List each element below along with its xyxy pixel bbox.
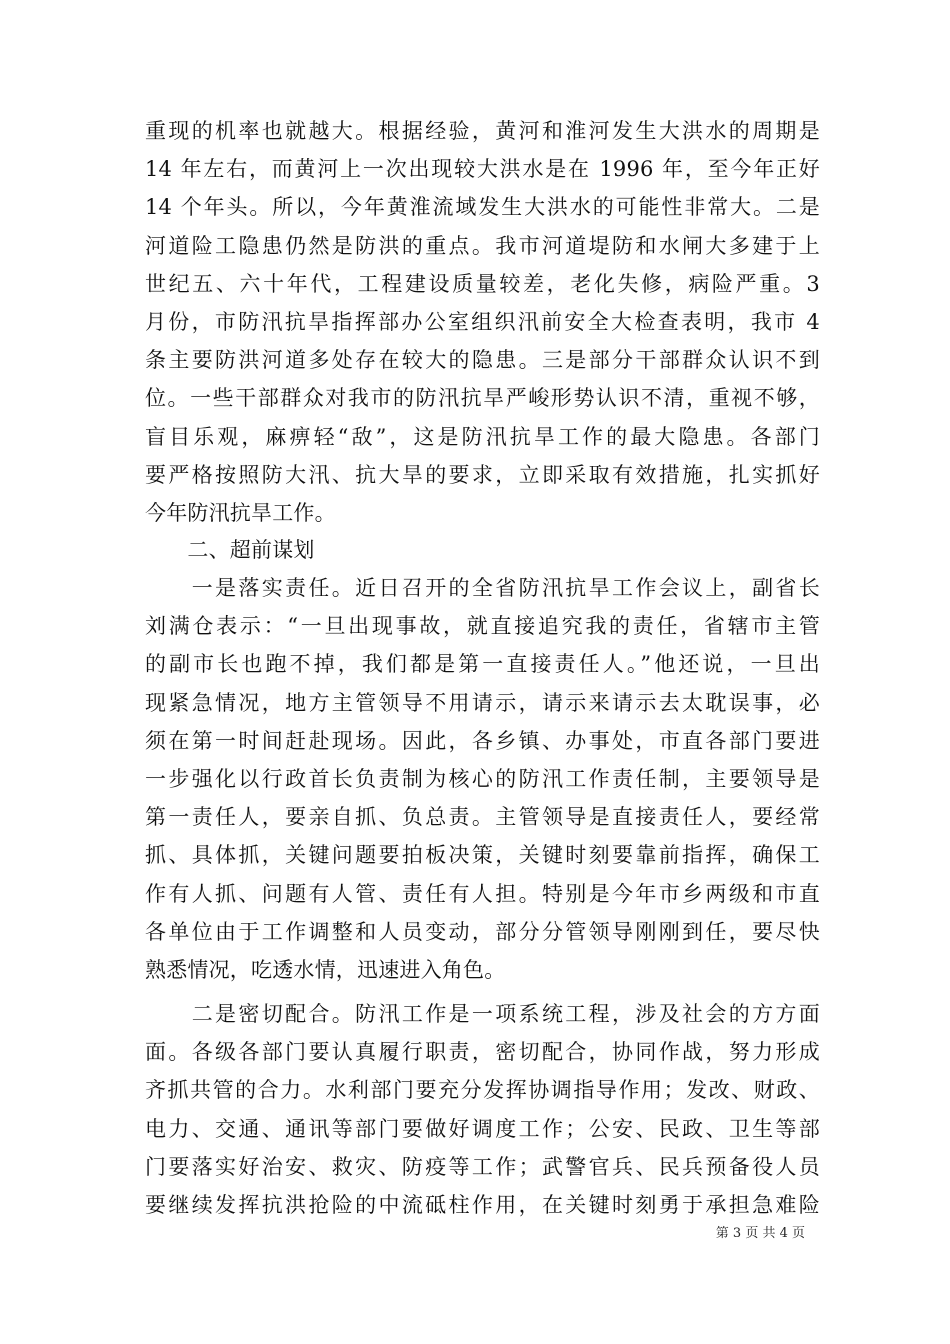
text-line: 14 年左右，而黄河上一次出现较大洪水是在 1996 年，至今年正好 bbox=[145, 157, 820, 182]
text-line: 电力、交通、通讯等部门要做好调度工作；公安、民政、卫生等部 bbox=[145, 1116, 820, 1141]
text-line: 现紧急情况，地方主管领导不用请示，请示来请示去太耽误事，必 bbox=[145, 690, 820, 715]
text-line: 位。一些干部群众对我市的防汛抗旱严峻形势认识不清，重视不够， bbox=[145, 386, 820, 411]
text-line: 门要落实好治安、救灾、防疫等工作；武警官兵、民兵预备役人员 bbox=[145, 1154, 820, 1179]
text-line: 各单位由于工作调整和人员变动，部分分管领导刚刚到任，要尽快 bbox=[145, 919, 820, 944]
text-line: 要继续发挥抗洪抢险的中流砥柱作用，在关键时刻勇于承担急难险 bbox=[145, 1192, 820, 1217]
text-line: 须在第一时间赶赴现场。因此，各乡镇、办事处，市直各部门要进 bbox=[145, 728, 820, 753]
text-line: 齐抓共管的合力。水利部门要充分发挥协调指导作用；发改、财政、 bbox=[145, 1078, 820, 1103]
text-line: 的副市长也跑不掉，我们都是第一直接责任人。”他还说，一旦出 bbox=[145, 652, 820, 677]
text-line: 14 个年头。所以，今年黄淮流域发生大洪水的可能性非常大。二是 bbox=[145, 195, 820, 220]
text-line: 一是落实责任。近日召开的全省防汛抗旱工作会议上，副省长 bbox=[145, 576, 820, 600]
text-line: 熟悉情况，吃透水情，迅速进入角色。 bbox=[145, 957, 506, 982]
body-paragraph-3 bbox=[145, 995, 820, 1224]
page-number-footer: 第 3 页 共 4 页 bbox=[715, 1226, 805, 1241]
text-line: 一步强化以行政首长负责制为核心的防汛工作责任制，主要领导是 bbox=[145, 766, 820, 791]
text-line: 抓、具体抓，关键问题要拍板决策，关键时刻要靠前指挥，确保工 bbox=[145, 843, 820, 868]
text-line: 二是密切配合。防汛工作是一项系统工程，涉及社会的方方面 bbox=[145, 1002, 820, 1026]
section-heading-block bbox=[145, 531, 820, 569]
text-line: 要严格按照防大汛、抗大旱的要求，立即采取有效措施，扎实抓好 bbox=[145, 462, 820, 487]
text-line: 面。各级各部门要认真履行职责，密切配合，协同作战，努力形成 bbox=[145, 1040, 820, 1065]
text-line: 今年防汛抗旱工作。 bbox=[145, 500, 336, 525]
text-line: 河道险工隐患仍然是防洪的重点。我市河道堤防和水闸大多建于上 bbox=[145, 233, 820, 258]
text-line: 重现的机率也就越大。根据经验，黄河和淮河发生大洪水的周期是 bbox=[145, 119, 820, 143]
text-line: 世纪五、六十年代，工程建设质量较差，老化失修，病险严重。3 bbox=[145, 271, 820, 296]
text-line: 盲目乐观，麻痹轻“敌”，这是防汛抗旱工作的最大隐患。各部门 bbox=[145, 424, 820, 449]
text-line: 作有人抓、问题有人管、责任有人担。特别是今年市乡两级和市直 bbox=[145, 881, 820, 906]
body-paragraph-2 bbox=[145, 569, 820, 989]
text-line: 第一责任人，要亲自抓、负总责。主管领导是直接责任人，要经常 bbox=[145, 805, 820, 830]
text-line: 条主要防洪河道多处存在较大的隐患。三是部分干部群众认识不到 bbox=[145, 348, 820, 373]
body-paragraph-1 bbox=[145, 112, 820, 532]
text-line: 刘满仓表示：“一旦出现事故，就直接追究我的责任，省辖市主管 bbox=[145, 614, 820, 639]
section-heading: 二、超前谋划 bbox=[145, 538, 315, 562]
text-line: 月份，市防汛抗旱指挥部办公室组织汛前安全大检查表明，我市 4 bbox=[145, 309, 820, 334]
